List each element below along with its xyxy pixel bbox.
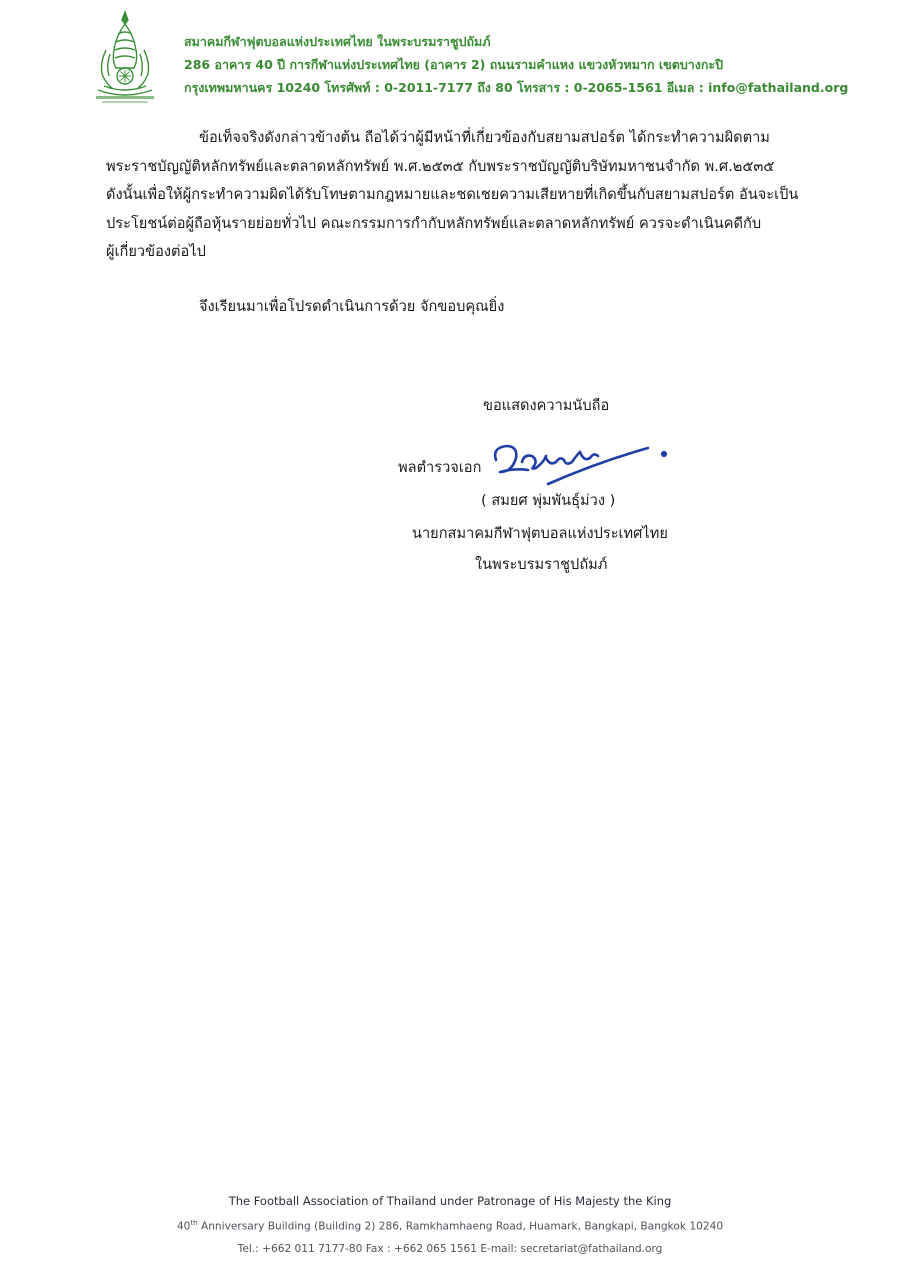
fa-thailand-crest-icon (92, 10, 158, 106)
footer-association-name: The Football Association of Thailand under Patronage of His Majesty the King (228, 1194, 672, 1208)
footer-address (0, 1212, 900, 1238)
footer-address-number: 40 (176, 1220, 191, 1233)
signer-rank: พลตำรวจเอก (398, 459, 482, 476)
regards-text: ขอแสดงความนับถือ (483, 397, 610, 414)
footer-contact: Tel.: +662 011 7177-80 Fax : +662 065 1561 E-mail: secretariat@fathailand.org (237, 1242, 663, 1255)
association-name: สมาคมกีฬาฟุตบอลแห่งประเทศไทย ในพระบรมราชูปถัมภ์ (184, 34, 491, 49)
letter-body (106, 124, 840, 267)
letterhead (92, 10, 892, 110)
association-contact: กรุงเทพมหานคร 10240 โทรศัพท์ : 0-2011-7177 ถึง 80 โทรสาร : 0-2065-1561 อีเมล : info@fathailand.org (184, 80, 849, 95)
body-line: ประโยชน์ต่อผู้ถือหุ้นรายย่อยทั่วไป คณะกรรมการกำกับหลักทรัพย์และตลาดหลักทรัพย์ ควรจะดำเนินคดีกับ (106, 214, 762, 232)
body-line: พระราชบัญญัติหลักทรัพย์และตลาดหลักทรัพย์ พ.ศ.๒๕๓๕ กับพระราชบัญญัติบริษัทมหาชนจำกัด พ.ศ.๒๕๓๕ (106, 157, 775, 175)
footer-ordinal: th (190, 1219, 198, 1227)
letter-footer (0, 1190, 900, 1260)
footer-address-rest: Anniversary Building (Building 2) 286, Ramkhamhaeng Road, Huamark, Bangkapi, Bangkok 10240 (197, 1220, 724, 1233)
letterhead-text (184, 30, 900, 99)
signer-name: ( สมยศ พุ่มพันธุ์ม่วง ) (481, 492, 616, 509)
body-paragraph (106, 124, 840, 267)
body-line: ผู้เกี่ยวข้องต่อไป (106, 243, 206, 261)
association-address: 286 อาคาร 40 ปี การกีฬาแห่งประเทศไทย (อาคาร 2) ถนนรามคำแหง แขวงหัวหมาก เขตบางกะปิ (184, 57, 724, 72)
body-line: ดังนั้นเพื่อให้ผู้กระทำความผิดได้รับโทษตามกฎหมายและชดเชยความเสียหายที่เกิดขึ้นกับสยามสปอร์ต อันจะเป็น (106, 186, 799, 204)
signer-position: นายกสมาคมกีฬาฟุตบอลแห่งประเทศไทย (412, 525, 668, 542)
closing-sentence: จึงเรียนมาเพื่อโปรดดำเนินการด้วย จักขอบคุณยิ่ง (199, 298, 505, 315)
signer-position-patronage: ในพระบรมราชูปถัมภ์ (475, 556, 608, 573)
handwritten-signature (488, 432, 678, 492)
body-line: ข้อเท็จจริงดังกล่าวข้างต้น ถือได้ว่าผู้มีหน้าที่เกี่ยวข้องกับสยามสปอร์ต ได้กระทำความผิดตาม (199, 129, 770, 146)
